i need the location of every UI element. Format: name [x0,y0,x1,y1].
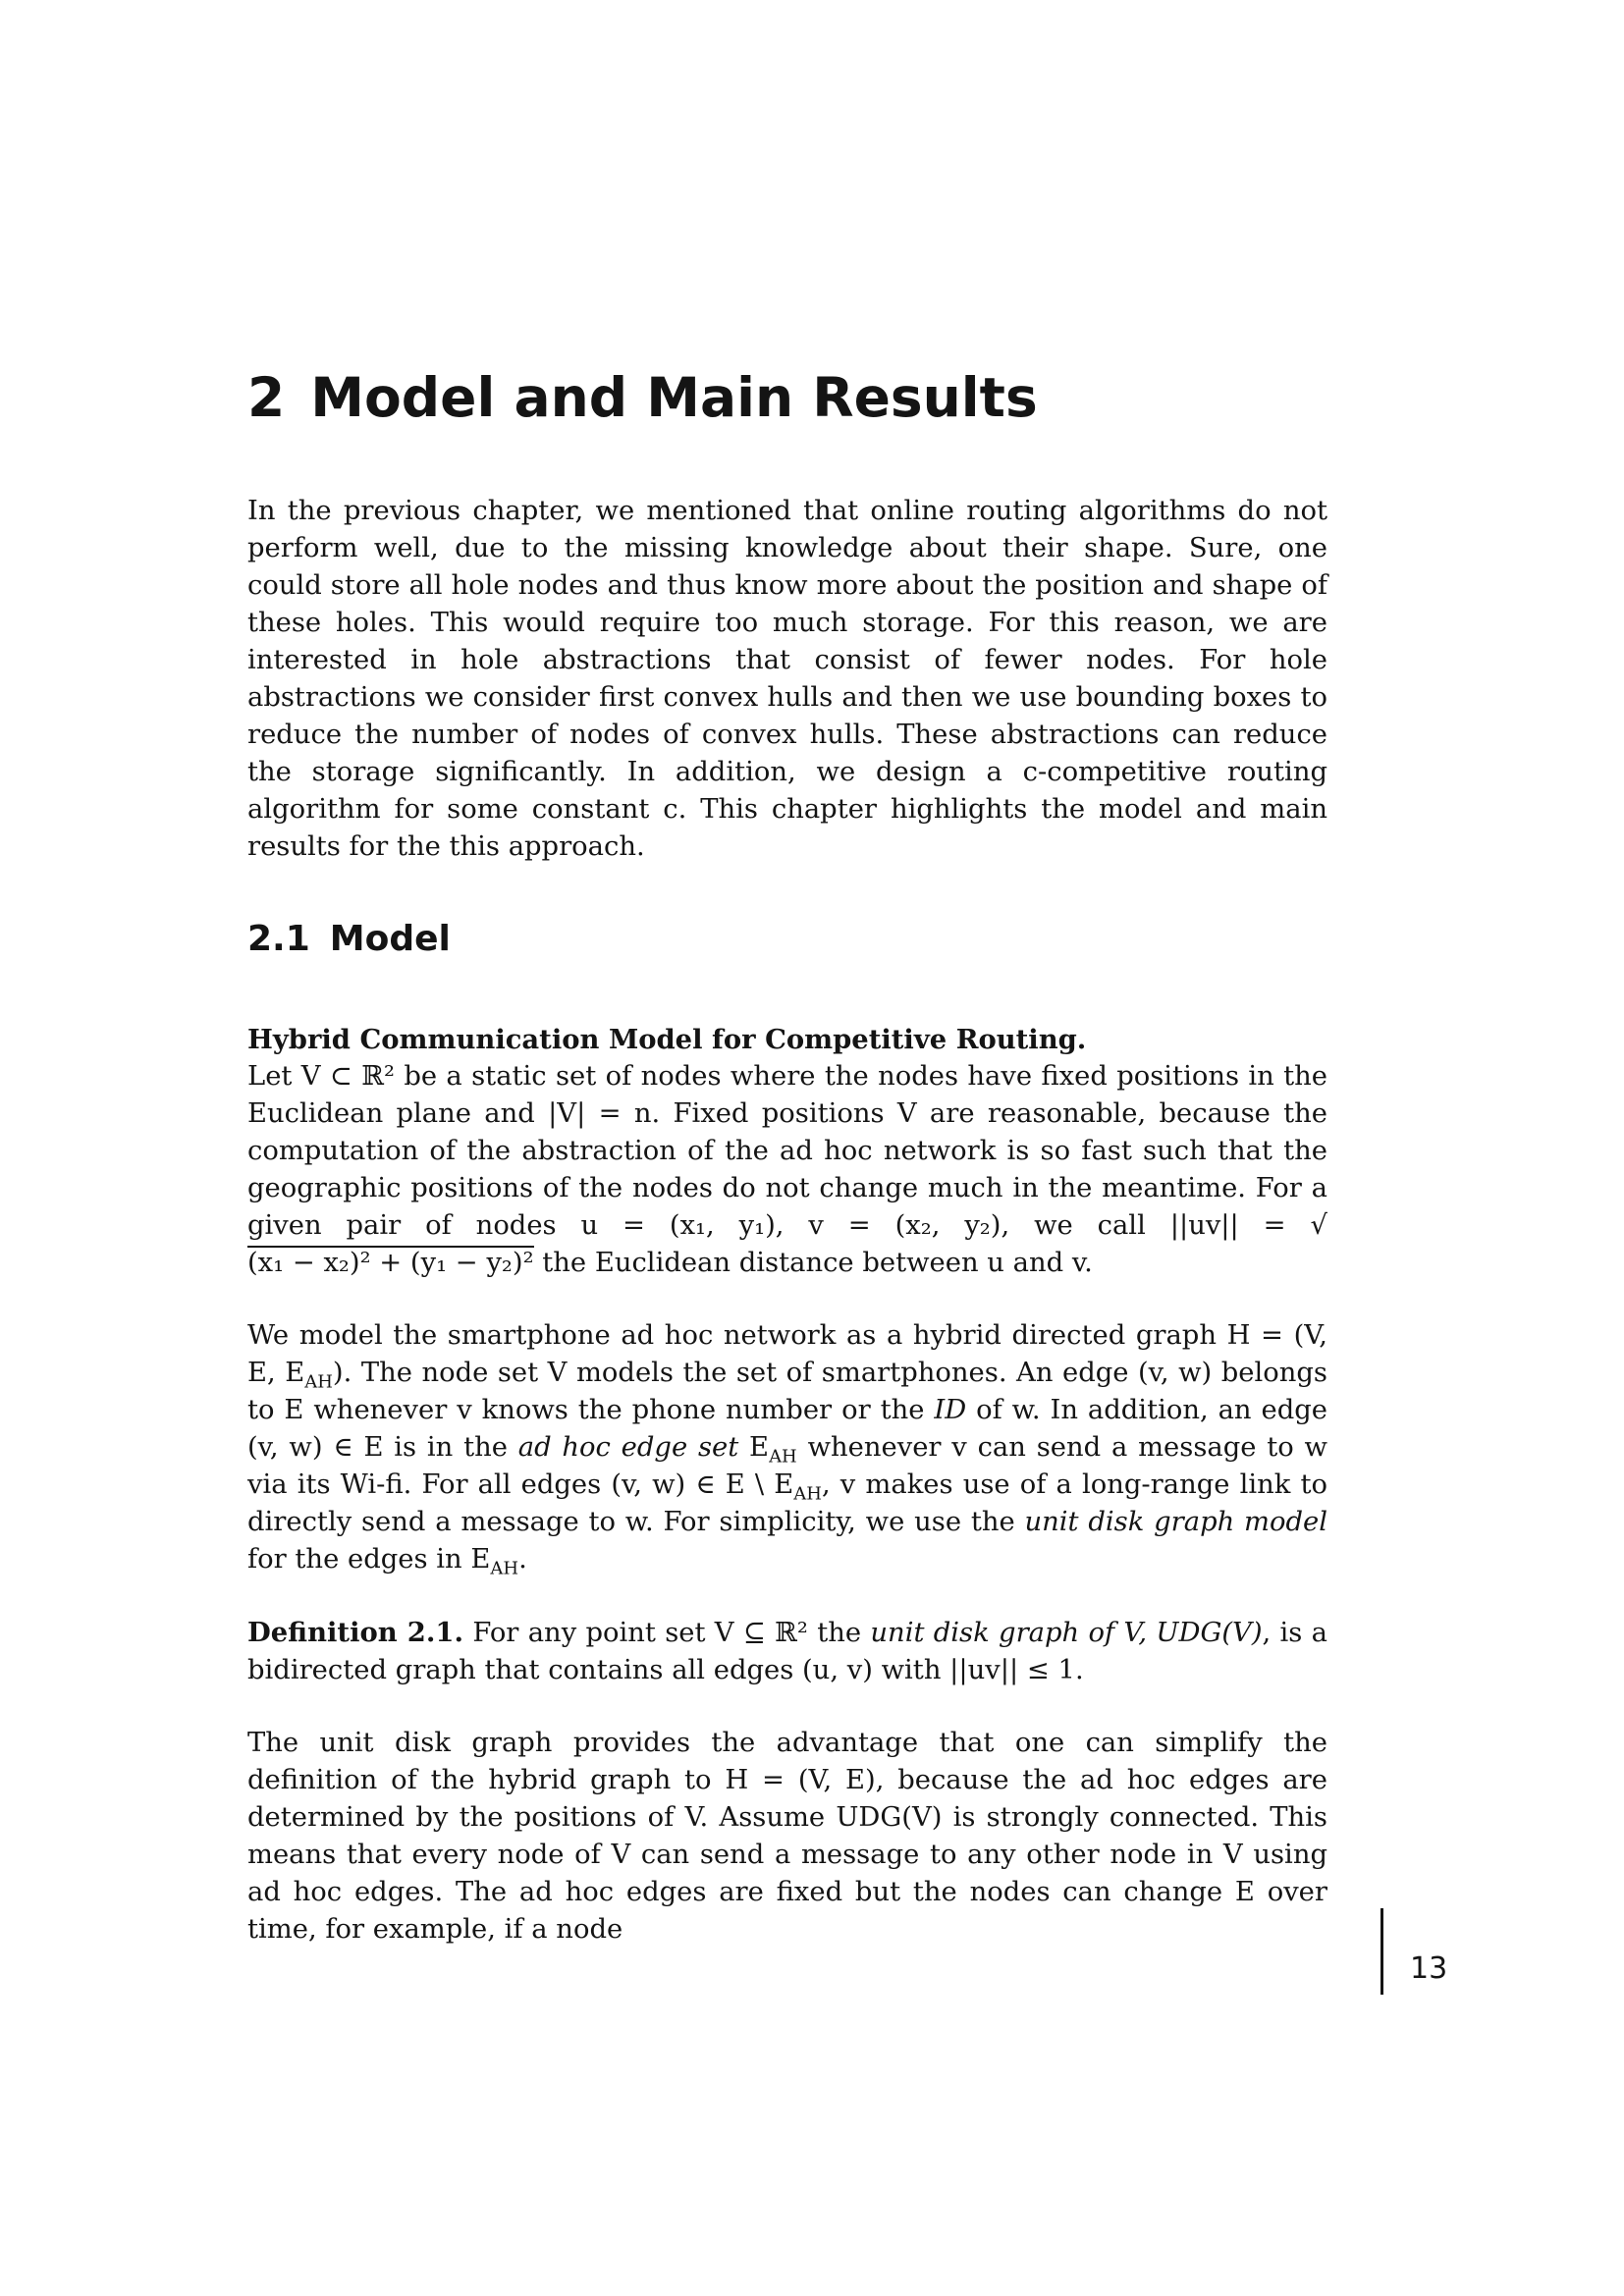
hybrid-text-7: for the edges in E [247,1544,491,1575]
sqrt-symbol: √ [1310,1210,1327,1241]
hybrid-text-6: , v makes use of a long-range link to directly send a message to w. For simplicity, we use the [247,1469,1327,1537]
hybrid-text-4: E [738,1432,770,1463]
hybrid-text-2: ). The node set V models the set of smartphones. An edge (v, w) belongs to E whenever v knows the phone number or the [247,1358,1327,1425]
definition-text-1: For any point set V ⊆ ℝ² the [463,1618,871,1648]
definition-2-1 [247,1614,1327,1689]
model-text-2: the Euclidean distance between u and v. [533,1248,1093,1278]
chapter-title [247,363,1327,432]
hybrid-udg-term: unit disk graph model [1024,1507,1328,1537]
page-number-rule [1380,1908,1383,1995]
definition-text-2: , is a bidirected graph that contains all edges (u, v) with ||uv|| ≤ 1. [247,1618,1327,1685]
model-text-1: Let V ⊂ ℝ² be a static set of nodes where the nodes have fixed positions in the Euclidean plane and |V| = n. Fixed positions V are reasonable, because the computation of the abstraction of the ad hoc network is so fast such that the geographic positions of the nodes do not change much in the meantime. For a given pair of nodes u = (x₁, y₁), v = (x₂, y₂), we call ||uv|| = [247,1061,1327,1241]
page-content [247,363,1327,1949]
hybrid-text-3: of w. In addition, an edge (v, w) ∈ E is in the [247,1395,1327,1463]
section-title-text: Model [329,919,451,959]
sqrt-expression: (x₁ − x₂)² + (y₁ − y₂)² [247,1248,534,1278]
page-number: 13 [1410,1951,1448,1986]
hybrid-text-1: We model the smartphone ad hoc network as a hybrid directed graph H = (V, E, E [247,1320,1327,1388]
paragraph-heading: Hybrid Communication Model for Competitive Routing. [247,1024,1087,1055]
udg-paragraph: The unit disk graph provides the advantage that one can simplify the definition of the hybrid graph to H = (V, E), because the ad hoc edges are determined by the positions of V. Assume UDG(V) is strongly connected. This means that every node of V can send a message to any other node in V using ad hoc edges. The ad hoc edges are fixed but the nodes can change E over time, for example, if a node [247,1728,1327,1945]
definition-label: Definition 2.1. [247,1617,463,1648]
intro-paragraph: In the previous chapter, we mentioned that online routing algorithms do not perform well, due to the missing knowledge about their shape. Sure, one could store all hole nodes and thus know more about the position and shape of these holes. This would require too much storage. For this reason, we are interested in hole abstractions that consist of fewer nodes. For hole abstractions we consider first convex hulls and then we use bounding boxes to reduce the number of nodes of convex hulls. These abstractions can reduce the storage significantly. In addition, we design a c-competitive routing algorithm for some constant c. This chapter highlights the model and main results for the this approach. [247,496,1327,862]
hybrid-sub-1: AH [304,1371,333,1393]
model-paragraph [247,1058,1327,1282]
hybrid-sub-4: AH [490,1558,519,1579]
section-number: 2.1 [247,919,310,959]
hybrid-sub-3: AH [793,1483,822,1505]
hybrid-graph-paragraph [247,1317,1327,1578]
section-title [247,917,1327,962]
hybrid-id: ID [934,1395,967,1425]
hybrid-text-5: whenever v can send a message to w via its Wi-fi. For all edges (v, w) ∈ E \ E [247,1432,1327,1500]
chapter-number: 2 [247,366,286,429]
hybrid-ad-hoc-term: ad hoc edge set [517,1432,739,1463]
hybrid-text-8: . [518,1544,527,1575]
chapter-title-text: Model and Main Results [310,366,1038,429]
definition-term: unit disk graph of V, UDG(V) [870,1618,1263,1648]
hybrid-sub-2: AH [769,1446,797,1468]
